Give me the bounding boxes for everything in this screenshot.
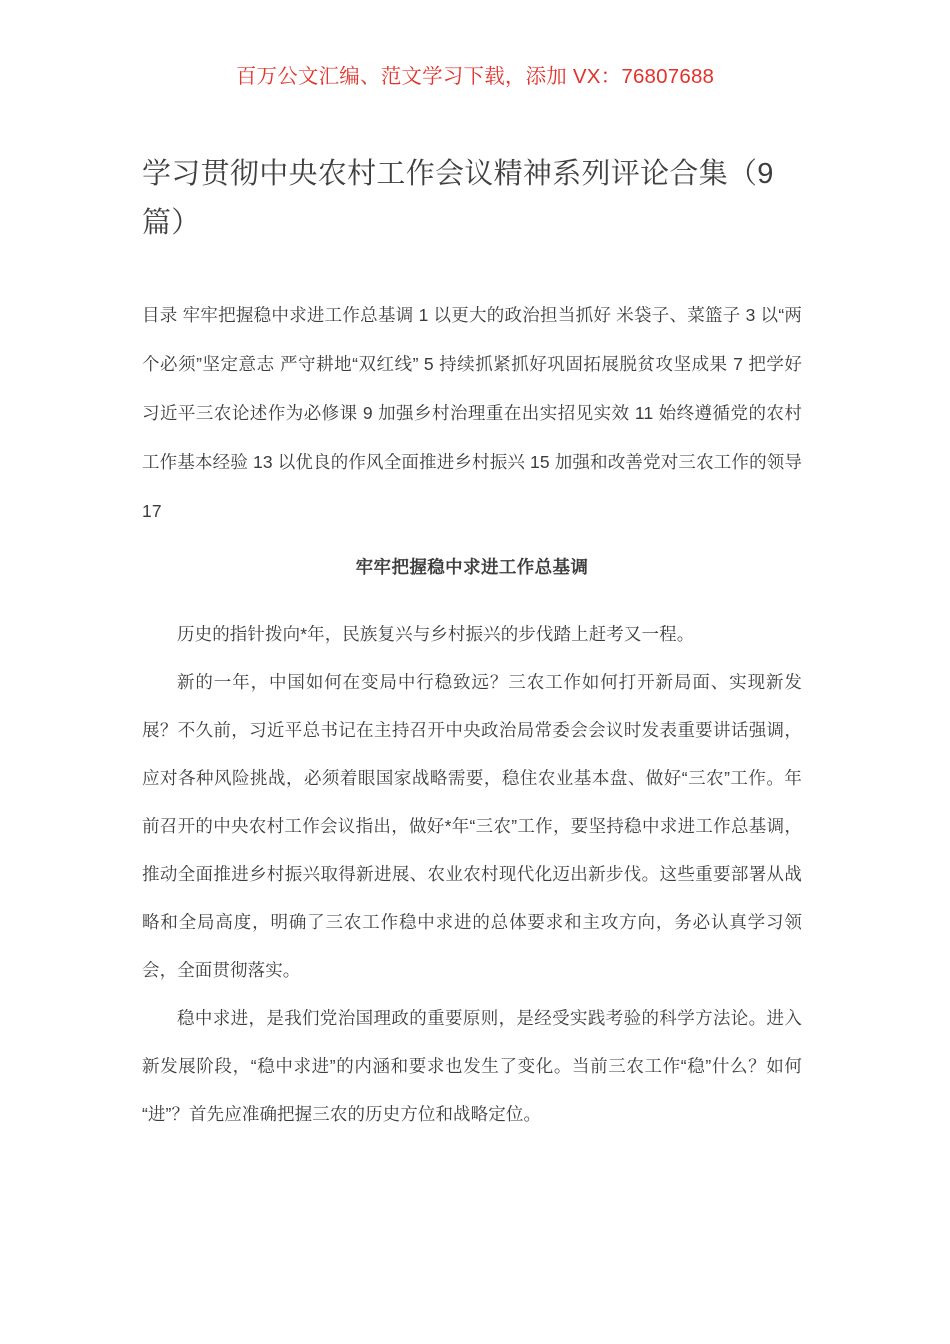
body-paragraph: 稳中求进，是我们党治国理政的重要原则，是经受实践考验的科学方法论。进入新发展阶段，“稳中求进”的内涵和要求也发生了变化。当前三农工作“稳”什么？如何“进”？首先应准确把握三农的历史方位和战略定位。 [142, 1008, 802, 1124]
section-heading: 牢牢把握稳中求进工作总基调 [355, 557, 589, 577]
body-paragraph: 历史的指针拨向*年，民族复兴与乡村振兴的步伐踏上赶考又一程。 [177, 624, 695, 644]
document-content-column [142, 0, 802, 1138]
promo-banner-text: 百万公文汇编、范文学习下载，添加 VX：76807688 [235, 65, 715, 88]
table-of-contents: 目录 牢牢把握稳中求进工作总基调 1 以更大的政治担当抓好 米袋子、菜篮子 3 以“两个必须”坚定意志 严守耕地“双红线” 5 持续抓紧抓好巩固拓展脱贫攻坚成果 7 把学好习近平三农论述作为必修课 9 加强乡村治理重在出实招见实效 11 始终遵循党的农村工作基本经验 13 以优良的作风全面推进乡村振兴 15 加强和改善党对三农工作的领导 17 [142, 305, 802, 521]
page-title: 学习贯彻中央农村工作会议精神系列评论合集（9篇） [142, 158, 774, 239]
body-text [142, 584, 802, 1138]
body-paragraph: 新的一年，中国如何在变局中行稳致远？三农工作如何打开新局面、实现新发展？不久前，习近平总书记在主持召开中央政治局常委会会议时发表重要讲话强调，应对各种风险挑战，必须着眼国家战略需要，稳住农业基本盘、做好“三农”工作。年前召开的中央农村工作会议指出，做好*年“三农”工作，要坚持稳中求进工作总基调，推动全面推进乡村振兴取得新进展、农业农村现代化迈出新步伐。这些重要部署从战略和全局高度，明确了三农工作稳中求进的总体要求和主攻方向，务必认真学习领会，全面贯彻落实。 [142, 672, 802, 980]
